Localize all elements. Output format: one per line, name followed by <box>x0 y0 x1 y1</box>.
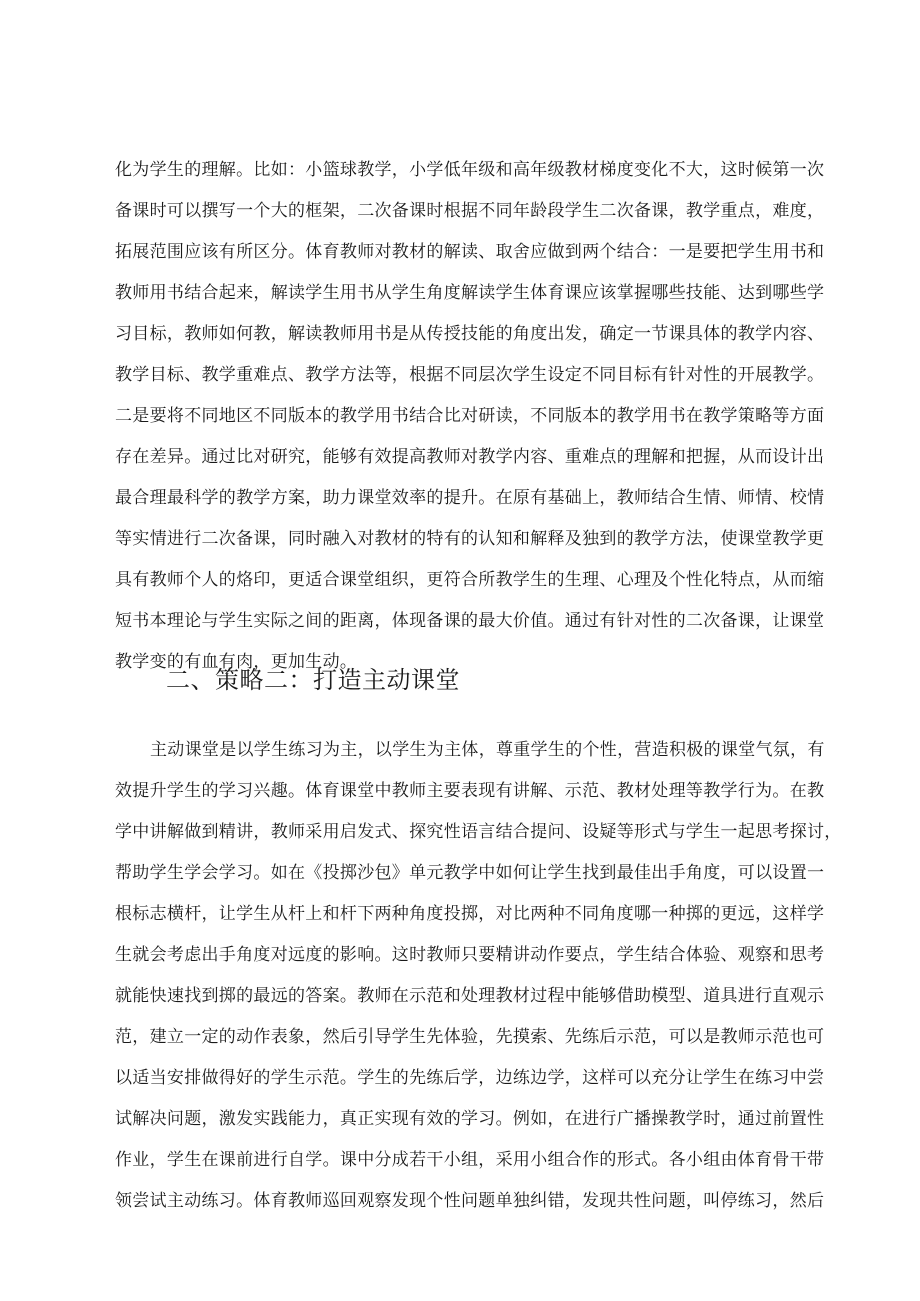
paragraph-2-line: 根标志横杆，让学生从杆上和杆下两种角度投掷，对比两种不同角度哪一种掷的更远，这样学 <box>115 904 825 924</box>
paragraph-1-line: 教学目标、教学重难点、教学方法等，根据不同层次学生设定不同目标有针对性的开展教学。 <box>115 365 825 385</box>
paragraph-2-line: 领尝试主动练习。体育教师巡回观察发现个性问题单独纠错，发现共性问题，叫停练习，然后 <box>115 1191 825 1211</box>
paragraph-1-line: 二是要将不同地区不同版本的教学用书结合比对研读，不同版本的教学用书在教学策略等方面 <box>115 406 825 426</box>
paragraph-1-line: 最合理最科学的教学方案，助力课堂效率的提升。在原有基础上，教师结合生情、师情、校情 <box>115 488 825 508</box>
paragraph-1-line: 等实情进行二次备课，同时融入对教材的特有的认知和解释及独到的教学方法，使课堂教学更 <box>115 529 825 549</box>
paragraph-1-line: 备课时可以撰写一个大的框架，二次备课时根据不同年龄段学生二次备课，教学重点，难度， <box>115 201 825 221</box>
paragraph-2-line: 作业，学生在课前进行自学。课中分成若干小组，采用小组合作的形式。各小组由体育骨干带 <box>115 1150 825 1170</box>
paragraph-2-line: 帮助学生学会学习。如在《投掷沙包》单元教学中如何让学生找到最佳出手角度，可以设置一 <box>115 863 825 883</box>
paragraph-2-line: 范，建立一定的动作表象，然后引导学生先体验，先摸索、先练后示范，可以是教师示范也可 <box>115 1027 825 1047</box>
paragraph-2-line: 以适当安排做得好的学生示范。学生的先练后学，边练边学，这样可以充分让学生在练习中尝 <box>115 1068 825 1088</box>
paragraph-2-line: 试解决问题，激发实践能力，真正实现有效的学习。例如，在进行广播操教学时，通过前置性 <box>115 1109 825 1129</box>
paragraph-1-line: 教学变的有血有肉，更加生动。 <box>115 652 358 672</box>
paragraph-1-line: 习目标，教师如何教，解读教师用书是从传授技能的角度出发，确定一节课具体的教学内容、 <box>115 324 825 344</box>
paragraph-1-line: 教师用书结合起来，解读学生用书从学生角度解读学生体育课应该掌握哪些技能、达到哪些学 <box>115 283 825 303</box>
paragraph-2-line: 学中讲解做到精讲，教师采用启发式、探究性语言结合提问、设疑等形式与学生一起思考探讨， <box>115 822 842 842</box>
paragraph-1-line: 化为学生的理解。比如：小篮球教学，小学低年级和高年级教材梯度变化不大，这时候第一次 <box>115 160 825 180</box>
paragraph-2-line: 效提升学生的学习兴趣。体育课堂中教师主要表现有讲解、示范、教材处理等教学行为。在教 <box>115 781 825 801</box>
paragraph-2-line: 就能快速找到掷的最远的答案。教师在示范和处理教材过程中能够借助模型、道具进行直观示 <box>115 986 825 1006</box>
section-heading: 二、策略二：打造主动课堂 <box>166 666 460 694</box>
paragraph-1-line: 具有教师个人的烙印，更适合课堂组织，更符合所教学生的生理、心理及个性化特点，从而缩 <box>115 570 825 590</box>
paragraph-1-line: 短书本理论与学生实际之间的距离，体现备课的最大价值。通过有针对性的二次备课，让课堂 <box>115 611 825 631</box>
paragraph-2-line: 生就会考虑出手角度对远度的影响。这时教师只要精讲动作要点，学生结合体验、观察和思考 <box>115 945 825 965</box>
paragraph-2-line: 主动课堂是以学生练习为主，以学生为主体，尊重学生的个性，营造积极的课堂气氛，有 <box>150 740 825 760</box>
paragraph-1-line: 存在差异。通过比对研究，能够有效提高教师对教学内容、重难点的理解和把握，从而设计出 <box>115 447 825 467</box>
paragraph-1-line: 拓展范围应该有所区分。体育教师对教材的解读、取舍应做到两个结合：一是要把学生用书和 <box>115 242 825 262</box>
